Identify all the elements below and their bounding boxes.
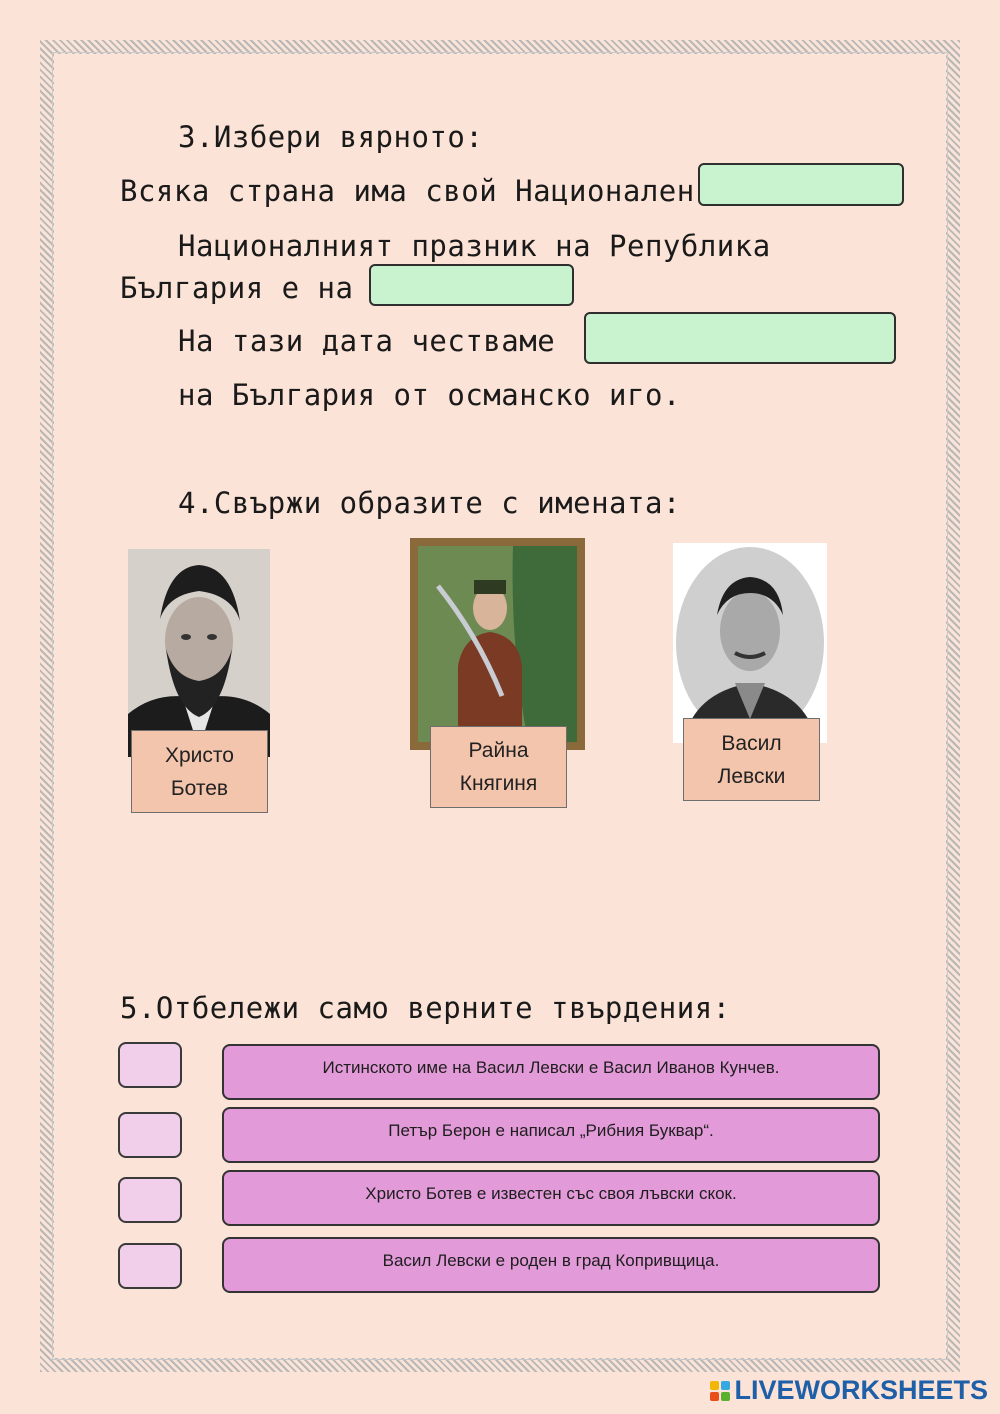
- section-5-title: 5.Отбележи само верните твърдения:: [120, 991, 731, 1025]
- name-card-rayna-knyaginya[interactable]: [430, 726, 567, 808]
- name-card-line1: Васил: [721, 731, 782, 755]
- answer-drop-zone-2[interactable]: [369, 264, 574, 306]
- statement-1: [222, 1044, 880, 1100]
- name-card-line2: Ботев: [170, 776, 229, 800]
- portrait-vasil-levski: [673, 543, 827, 743]
- statement-4-text: Васил Левски е роден в град Копривщица.: [382, 1251, 720, 1270]
- answer-drop-zone-3[interactable]: [584, 312, 896, 364]
- statement-2: [222, 1107, 880, 1163]
- sentence-3-text: На тази дата честваме: [178, 324, 556, 358]
- name-card-vasil-levski[interactable]: [683, 718, 820, 801]
- statement-4: [222, 1237, 880, 1293]
- name-card-line1: Христо: [165, 743, 234, 767]
- statement-2-text: Петър Берон е написал „Рибния Буквар“.: [388, 1121, 714, 1140]
- statement-1-checkbox[interactable]: [118, 1042, 182, 1088]
- portrait-hristo-botev: [128, 549, 270, 757]
- name-card-line1: Райна: [468, 739, 529, 762]
- name-card-line2: Княгиня: [459, 772, 538, 795]
- sentence-4-text: на България от османско иго.: [178, 378, 681, 412]
- statement-1-text: Истинското име на Васил Левски е Васил Иванов Кунчев.: [322, 1058, 780, 1077]
- liveworksheets-logo[interactable]: [710, 1375, 988, 1406]
- statement-3-text: Христо Ботев е известен със своя лъвски скок.: [365, 1184, 737, 1203]
- statement-2-checkbox[interactable]: [118, 1112, 182, 1158]
- name-card-line2: Левски: [717, 764, 786, 788]
- answer-drop-zone-1[interactable]: [698, 163, 904, 206]
- statement-3: [222, 1170, 880, 1226]
- portrait-rayna-knyaginya: [410, 538, 585, 750]
- sentence-2-text-a: Националният празник на Република: [178, 229, 771, 263]
- section-3-title: 3.Избери вярното:: [178, 120, 484, 154]
- section-4-title: 4.Свържи образите с имената:: [178, 486, 681, 520]
- logo-text: LIVEWORKSHEETS: [734, 1375, 988, 1405]
- sentence-2-text-b: България е на: [120, 271, 354, 305]
- statement-3-checkbox[interactable]: [118, 1177, 182, 1223]
- sentence-1-text: Всяка страна има свой Национален: [120, 174, 695, 208]
- statement-4-checkbox[interactable]: [118, 1243, 182, 1289]
- liveworksheets-logo-icon: [710, 1381, 730, 1401]
- name-card-hristo-botev[interactable]: [131, 730, 268, 813]
